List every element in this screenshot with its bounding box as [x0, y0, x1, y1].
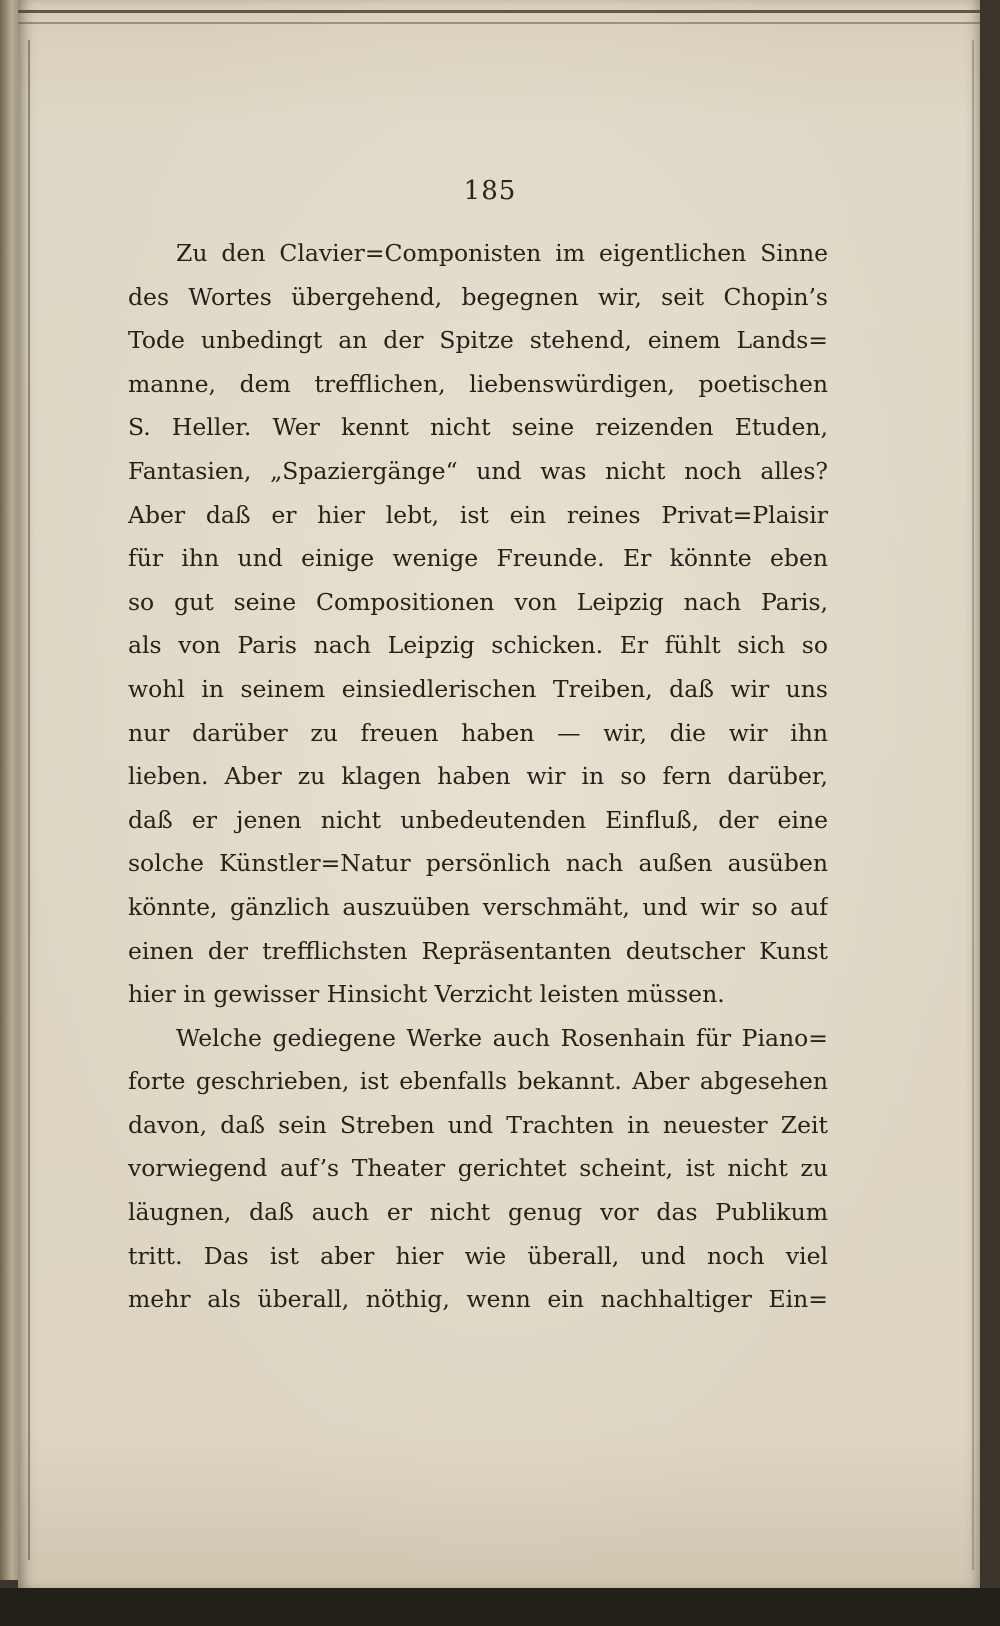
text-line: lieben. Aber zu klagen haben wir in so fern darüber,: [128, 762, 828, 791]
text-line: hier in gewisser Hinsicht Verzicht leisten müssen.: [128, 980, 725, 1009]
text-line: einen der trefflichsten Repräsentanten deutscher Kunst: [128, 936, 828, 965]
page-right-edge: [972, 40, 974, 1570]
text-line: solche Künstler=Natur persönlich nach außen ausüben: [128, 849, 828, 878]
text-line: forte geschrieben, ist ebenfalls bekannt. Aber abgesehen: [128, 1067, 828, 1096]
text-line: vorwiegend auf’s Theater gerichtet scheint, ist nicht zu: [128, 1154, 828, 1183]
page-top-edge-shadow: [18, 22, 980, 24]
text-line: tritt. Das ist aber hier wie überall, und noch viel: [128, 1241, 828, 1270]
text-line: mehr als überall, nöthig, wenn ein nachhaltiger Ein=: [128, 1285, 828, 1314]
text-line: für ihn und einige wenige Freunde. Er könnte eben: [128, 544, 828, 573]
binding-gutter: [28, 40, 30, 1560]
text-line: nur darüber zu freuen haben — wir, die wir ihn: [128, 718, 828, 747]
text-line: so gut seine Compositionen von Leipzig nach Paris,: [128, 587, 828, 616]
paragraph: [128, 232, 828, 1017]
text-line: des Wortes übergehend, begegnen wir, seit Chopin’s: [128, 282, 828, 311]
body-text: [128, 232, 828, 1322]
text-line: daß er jenen nicht unbedeutenden Einfluß, der eine: [128, 805, 828, 834]
text-line: läugnen, daß auch er nicht genug vor das Publikum: [128, 1198, 828, 1227]
page-number: 185: [463, 176, 517, 206]
scan-bottom-margin: [0, 1588, 1000, 1626]
text-line: Welche gediegene Werke auch Rosenhain für Piano=: [176, 1023, 828, 1052]
text-line: Zu den Clavier=Componisten im eigentlichen Sinne: [176, 239, 828, 267]
page-top-edge: [18, 10, 980, 13]
page-sheet: [18, 0, 980, 1588]
text-line: davon, daß sein Streben und Trachten in neuester Zeit: [128, 1110, 828, 1139]
text-line: könnte, gänzlich auszuüben verschmäht, und wir so auf: [128, 892, 828, 921]
text-line: als von Paris nach Leipzig schicken. Er fühlt sich so: [128, 631, 828, 660]
text-line: Fantasien, „Spaziergänge“ und was nicht noch alles?: [128, 456, 828, 485]
text-line: S. Heller. Wer kennt nicht seine reizenden Etuden,: [128, 413, 828, 442]
paragraph: [128, 1017, 828, 1322]
text-line: manne, dem trefflichen, liebenswürdigen, poetischen: [128, 369, 828, 398]
text-line: Aber daß er hier lebt, ist ein reines Privat=Plaisir: [128, 500, 828, 529]
text-line: Tode unbedingt an der Spitze stehend, einem Lands=: [128, 326, 828, 355]
text-line: wohl in seinem einsiedlerischen Treiben, daß wir uns: [128, 674, 828, 703]
